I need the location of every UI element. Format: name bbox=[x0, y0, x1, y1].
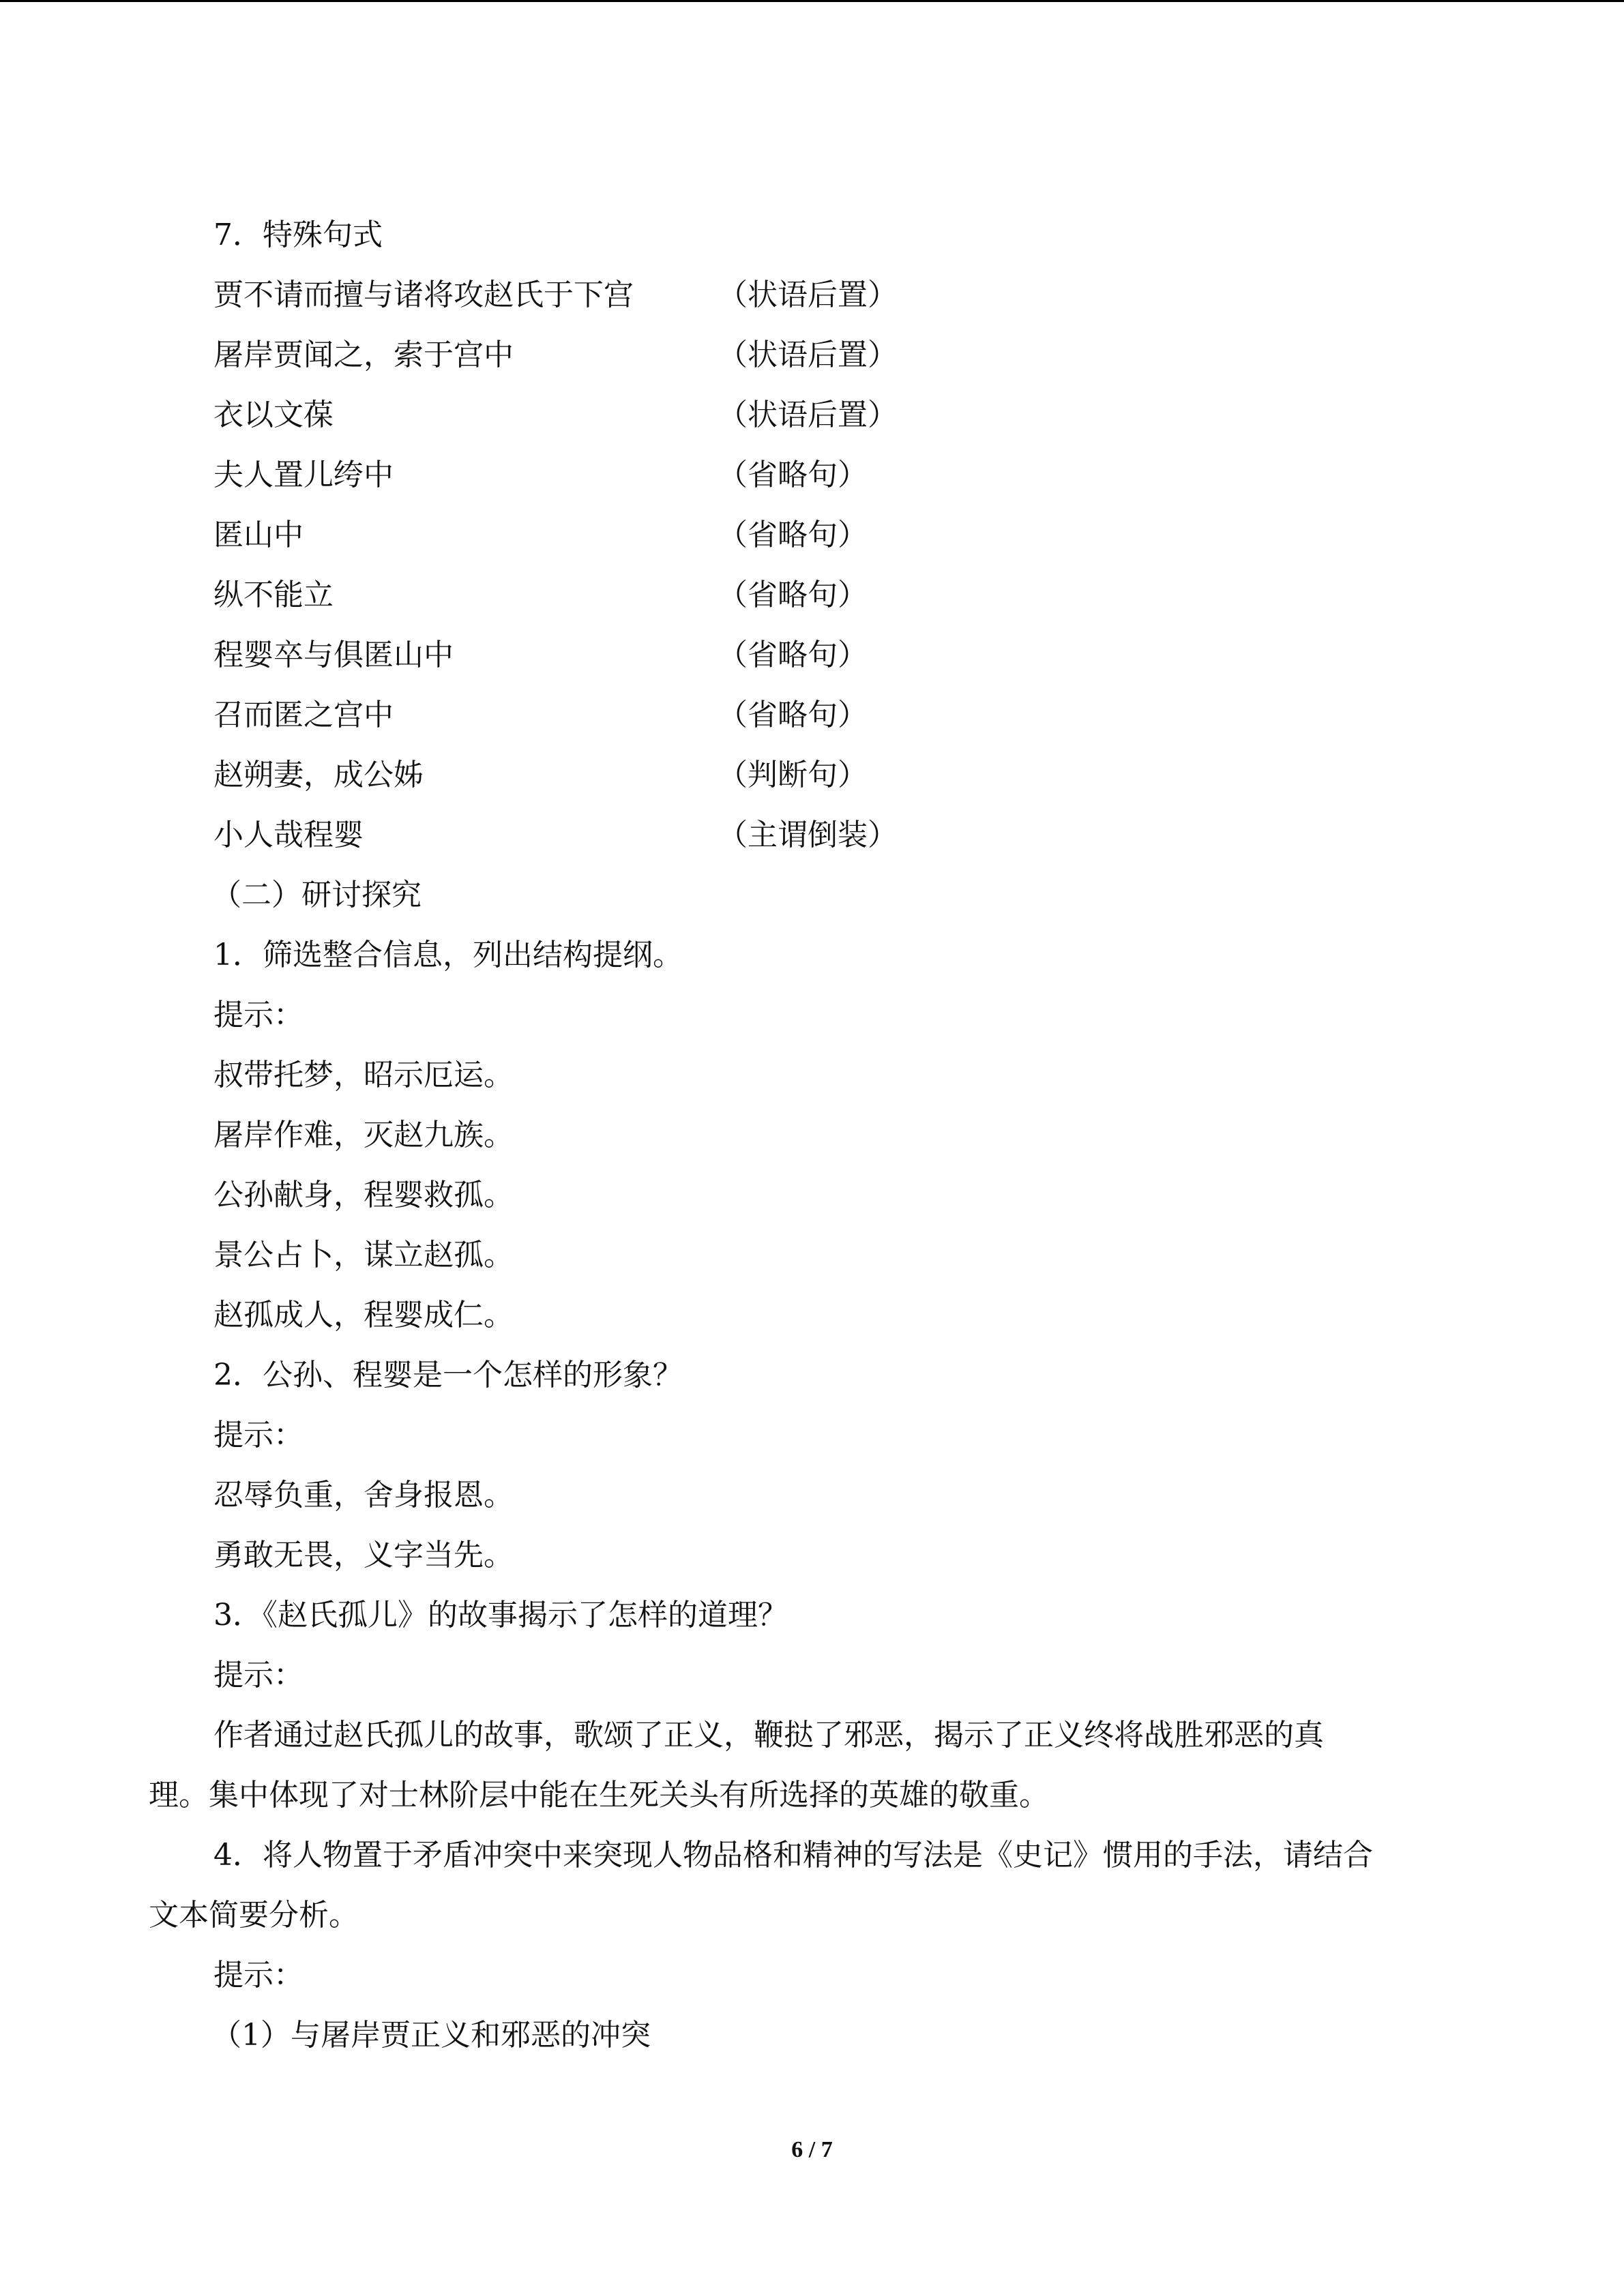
hint-label: 提示： bbox=[213, 998, 304, 1032]
sentence-example: 夫人置儿绔中 bbox=[213, 458, 394, 492]
outline-item: 叔带托梦，昭示厄运。 bbox=[213, 1058, 514, 1092]
sentence-example: 纵不能立 bbox=[213, 578, 334, 612]
hint-label: 提示： bbox=[213, 1958, 304, 1993]
sentence-type: （主谓倒装） bbox=[718, 818, 898, 852]
question: 1．筛选整合信息，列出结构提纲。 bbox=[213, 938, 683, 972]
answer-point: （1）与屠岸贾正义和邪恶的冲突 bbox=[211, 2018, 651, 2053]
sentence-example: 屠岸贾闻之，索于宫中 bbox=[213, 338, 514, 372]
sentence-type: （状语后置） bbox=[718, 338, 898, 372]
question: 2．公孙、程婴是一个怎样的形象？ bbox=[213, 1358, 683, 1392]
answer-line: 忍辱负重，舍身报恩。 bbox=[213, 1478, 514, 1512]
sentence-type: （判断句） bbox=[718, 758, 868, 792]
hint-label: 提示： bbox=[213, 1658, 304, 1693]
question: 3．《赵氏孤儿》的故事揭示了怎样的道理？ bbox=[213, 1598, 788, 1632]
outline-item: 景公占卜，谋立赵孤。 bbox=[213, 1238, 514, 1272]
outline-item: 公孙献身，程婴救孤。 bbox=[213, 1178, 514, 1212]
question-continuation: 文本简要分析。 bbox=[149, 1898, 359, 1933]
sentence-type: （省略句） bbox=[718, 638, 868, 672]
answer-paragraph-line: 作者通过赵氏孤儿的故事，歌颂了正义，鞭挞了邪恶，揭示了正义终将战胜邪恶的真 bbox=[213, 1718, 1324, 1753]
sentence-example: 小人哉程婴 bbox=[213, 818, 364, 852]
answer-line: 勇敢无畏，义字当先。 bbox=[213, 1538, 514, 1572]
sentence-example: 召而匿之宫中 bbox=[213, 698, 394, 732]
sentence-type: （省略句） bbox=[718, 518, 868, 552]
sentence-example: 赵朔妻，成公姊 bbox=[213, 758, 424, 792]
sentence-example: 匿山中 bbox=[213, 518, 304, 552]
page-number: 6 / 7 bbox=[791, 2137, 833, 2162]
sentence-type: （省略句） bbox=[718, 698, 868, 732]
sentence-type: （状语后置） bbox=[718, 278, 898, 312]
outline-item: 屠岸作难，灭赵九族。 bbox=[213, 1118, 514, 1152]
sentence-type: （省略句） bbox=[718, 458, 868, 492]
sentence-example: 程婴卒与俱匿山中 bbox=[213, 638, 454, 672]
sentence-example: 衣以文葆 bbox=[213, 398, 334, 432]
outline-item: 赵孤成人，程婴成仁。 bbox=[213, 1298, 514, 1332]
answer-paragraph-line: 理。集中体现了对士林阶层中能在生死关头有所选择的英雄的敬重。 bbox=[149, 1778, 1049, 1813]
sentence-type: （状语后置） bbox=[718, 398, 898, 432]
section-heading: 7．特殊句式 bbox=[213, 218, 383, 252]
sentence-type: （省略句） bbox=[718, 578, 868, 612]
subsection-heading: （二）研讨探究 bbox=[211, 878, 422, 912]
hint-label: 提示： bbox=[213, 1418, 304, 1452]
sentence-example: 贾不请而擅与诸将攻赵氏于下宫 bbox=[213, 278, 634, 312]
question: 4．将人物置于矛盾冲突中来突现人物品格和精神的写法是《史记》惯用的手法，请结合 bbox=[213, 1838, 1373, 1873]
